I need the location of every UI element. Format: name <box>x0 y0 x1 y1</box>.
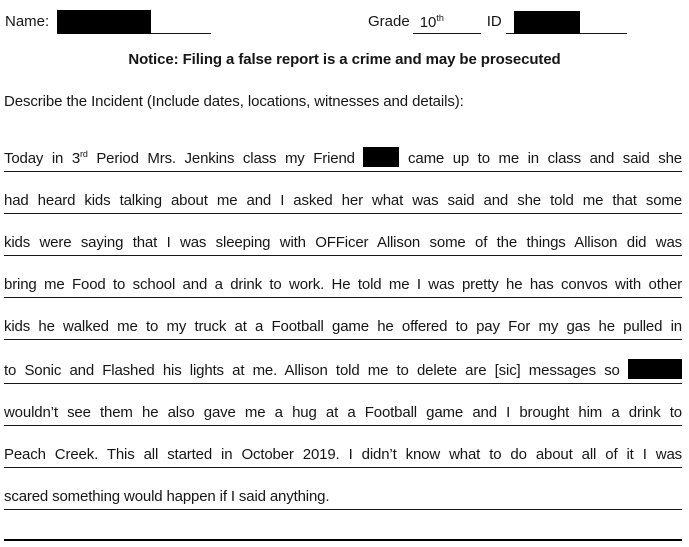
id-blank-line-left <box>506 12 514 34</box>
id-blank-line-right <box>580 12 627 34</box>
incident-line <box>4 317 682 340</box>
grade-label: Grade <box>368 13 410 30</box>
statement-text: had heard kids talking about me and I asked her what was said and she told me that some <box>4 192 682 209</box>
ordinal-suffix: rd <box>80 149 88 159</box>
incident-prompt: Describe the Incident (Include dates, locations, witnesses and details): <box>4 93 464 110</box>
statement-text: came up to me in class and said she <box>399 150 682 167</box>
grade-id-field-group <box>368 10 627 34</box>
statement-text: wouldn’t see them he also gave me a hug at a Football game and I brought him a drink to <box>4 404 682 421</box>
statement-text: to Sonic and Flashed his lights at me. Allison told me to delete are [sic] messages so <box>4 362 628 379</box>
statement-text: kids were saying that I was sleeping with OFFicer Allison some of the things Allison did was <box>4 234 682 251</box>
incident-line <box>4 275 682 298</box>
statement-text: scared something would happen if I said anything. <box>4 488 330 505</box>
redaction-box <box>628 359 682 379</box>
statement-text: Peach Creek. This all started in October 2019. I didn’t know what to do about all of it I was <box>4 446 682 463</box>
name-redaction-box <box>57 10 151 34</box>
incident-line <box>4 147 682 172</box>
redaction-box <box>363 147 399 167</box>
name-blank-line <box>151 12 211 34</box>
incident-statement <box>4 128 682 510</box>
grade-value: 10 <box>419 14 437 31</box>
incident-line <box>4 359 682 384</box>
statement-text: Today in 3 <box>4 150 81 167</box>
incident-line <box>4 233 682 256</box>
incident-line <box>4 191 682 214</box>
id-label: ID <box>486 13 502 30</box>
bottom-divider-line <box>4 539 682 541</box>
id-redaction-box <box>514 11 580 34</box>
statement-text: kids he walked me to my truck at a Football game he offered to pay For my gas he pulled in <box>4 318 682 335</box>
incident-line <box>4 403 682 426</box>
form-header <box>0 10 689 36</box>
false-report-notice: Notice: Filing a false report is a crime and may be prosecuted <box>128 51 561 68</box>
name-field-group <box>5 10 211 34</box>
statement-text: bring me Food to school and a drink to work. He told me I was pretty he has convos with other <box>4 276 682 293</box>
incident-line <box>4 445 682 468</box>
grade-ordinal-suffix: th <box>436 13 444 23</box>
statement-text: Period Mrs. Jenkins class my Friend <box>87 150 364 167</box>
incident-line <box>4 487 682 510</box>
name-label: Name: <box>5 13 50 30</box>
grade-value-line <box>413 12 481 34</box>
